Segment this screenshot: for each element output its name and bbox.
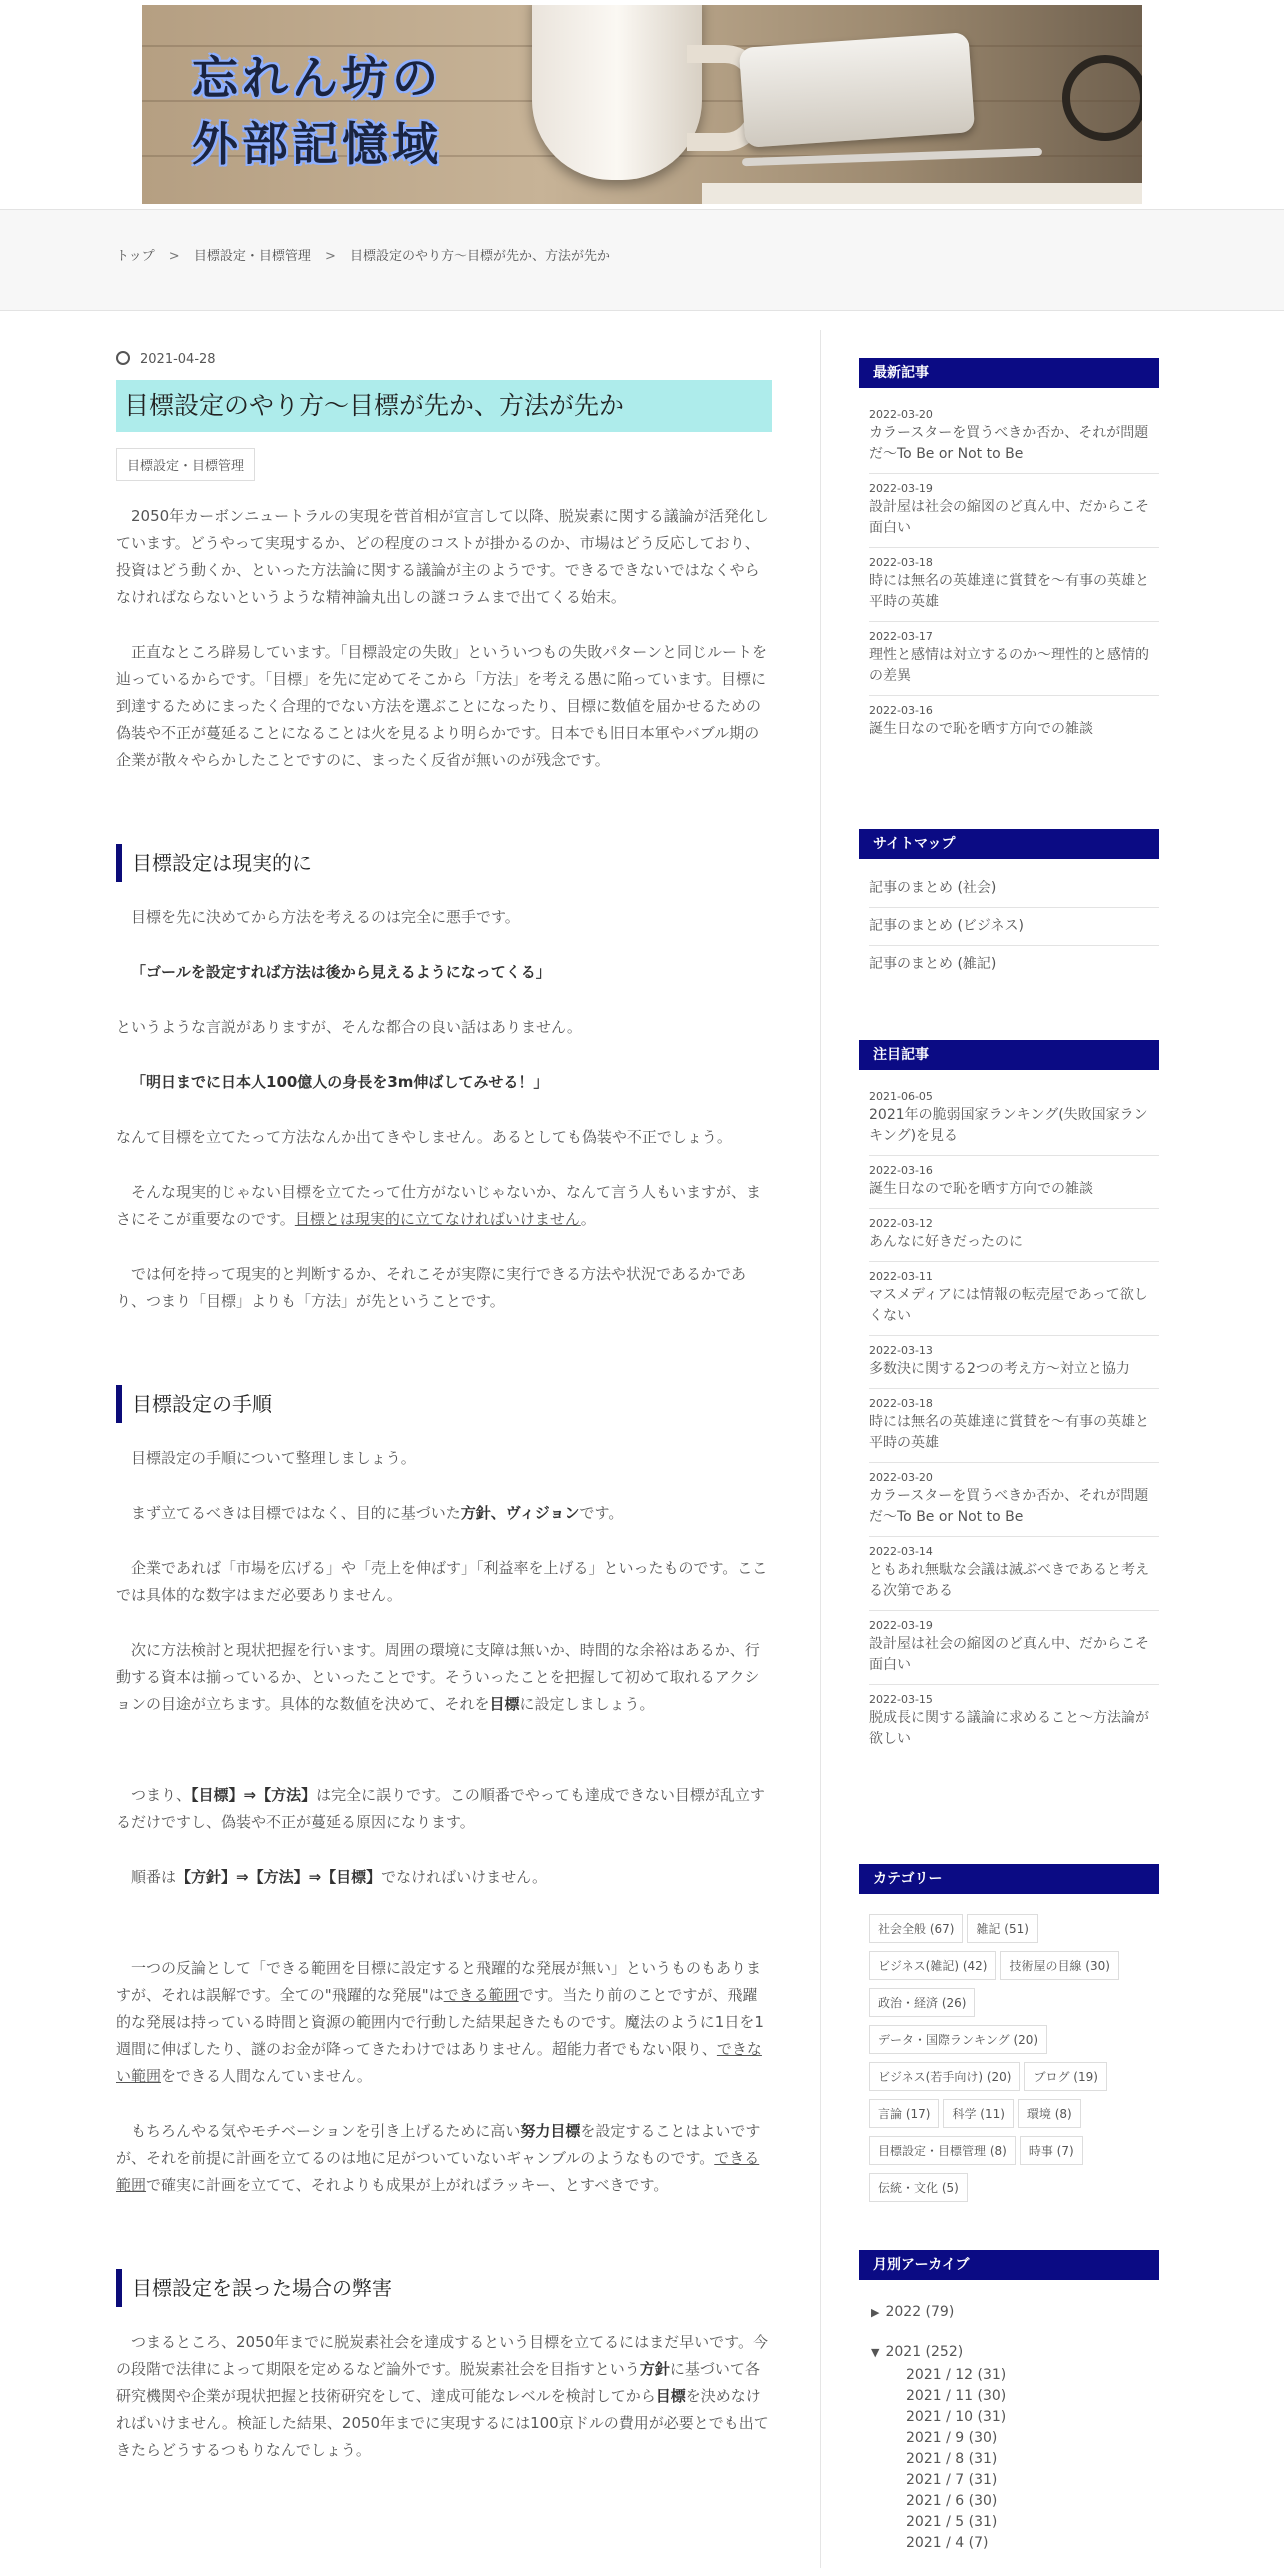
underlined-text: できる範囲 [116, 2149, 760, 2194]
category-tag[interactable]: 政治・経済 (26) [869, 1988, 975, 2017]
archive-year-2021[interactable] [871, 2342, 1159, 2363]
post-title-link[interactable]: カラースターを買うべきか否か、それが問題だ～To Be or Not to Be [869, 1488, 1149, 1525]
text: は完全に誤りです。この順番でやっても達成できない目標が乱立するだけですし、偽装や不正が蔓延る原因になります。 [116, 1786, 765, 1831]
category-tag[interactable]: 伝統・文化 (5) [869, 2173, 968, 2202]
category-tag[interactable]: 科学 (11) [943, 2099, 1013, 2128]
widget-sitemap [859, 829, 1159, 983]
post-date: 2022-03-19 [869, 482, 933, 495]
archive-month-link[interactable]: 2021 / 10 (31) [906, 2409, 1007, 2425]
post-date: 2022-03-13 [869, 1344, 933, 1357]
article-title: 目標設定のやり方～目標が先か、方法が先か [116, 380, 772, 432]
clock-icon [116, 351, 130, 365]
article-date-text: 2021-04-28 [140, 352, 216, 367]
underlined-text: 目標とは現実的に立てなければいけません [294, 1210, 581, 1228]
recent-posts-list [859, 400, 1159, 748]
category-tag[interactable]: 雑記 (51) [967, 1914, 1037, 1943]
coffee-cup-image [532, 5, 702, 180]
category-tag[interactable]: ブログ (19) [1024, 2062, 1106, 2091]
site-banner[interactable] [142, 5, 1142, 204]
category-tag[interactable]: 技術屋の目線 (30) [1000, 1951, 1118, 1980]
paragraph [116, 1500, 772, 1527]
quote: 「明日までに日本人100億人の身長を3m伸ばしてみせる！」 [131, 1073, 549, 1091]
sitemap-link[interactable]: 記事のまとめ (雑記) [869, 956, 997, 972]
paragraph [116, 2329, 772, 2464]
text: です。 [579, 1504, 624, 1522]
section-heading: 目標設定を誤った場合の弊害 [116, 2269, 772, 2307]
glasses-image [1062, 55, 1142, 141]
post-date: 2022-03-16 [869, 704, 933, 717]
category-tag[interactable]: ビジネス(雑記) (42) [869, 1951, 996, 1980]
post-item[interactable] [869, 1685, 1159, 1758]
post-item[interactable] [869, 1156, 1159, 1209]
text: つまるところ、2050年までに脱炭素社会を達成するという目標を立てるにはまだ早いです。今の段階で法律によって期限を定めるなど論外です。脱炭素社会を目指すという [116, 2333, 768, 2378]
archive-month-link[interactable]: 2021 / 7 (31) [906, 2472, 998, 2488]
sitemap-list [859, 870, 1159, 983]
breadcrumb-category-link[interactable]: 目標設定・目標管理 [193, 249, 311, 264]
post-item[interactable] [869, 622, 1159, 696]
widget-title: カテゴリー [859, 1864, 1159, 1894]
archive-month-link[interactable]: 2021 / 8 (31) [906, 2451, 998, 2467]
post-title-link[interactable]: 2021年の脆弱国家ランキング(失敗国家ランキング)を見る [869, 1107, 1148, 1144]
post-item[interactable] [869, 400, 1159, 474]
archive-year-2022[interactable] [871, 2302, 1159, 2323]
post-title-link[interactable]: 誕生日なので恥を晒す方向での雑談 [869, 1181, 1093, 1197]
bold-text: 目標 [489, 1695, 520, 1713]
text: でなければいけません。 [381, 1868, 548, 1886]
paragraph: というような言説がありますが、そんな都合の良い話はありません。 [116, 1018, 582, 1036]
text: そんな現実的じゃない目標を立てたって仕方がないじゃないか、なんて言う人もいますが、まさにそこが重要なのです。 [116, 1183, 762, 1228]
archive-month-link[interactable]: 2021 / 5 (31) [906, 2514, 998, 2530]
bold-text: 方針 [639, 2360, 670, 2378]
text: もちろんやる気やモチベーションを引き上げるために高い [131, 2122, 521, 2140]
widget-categories [859, 1864, 1159, 2210]
text: を決めなければいけません。検証した結果、2050年までに実現するには100京ドルの費用が必要とでも出てきたらどうするつもりなんでしょう。 [116, 2387, 769, 2459]
article-date [116, 350, 772, 370]
category-tag[interactable]: 目標設定・目標管理 (8) [869, 2136, 1016, 2165]
collapse-arrow-icon[interactable]: ▼ [871, 2346, 880, 2359]
underlined-text: できない範囲 [116, 2040, 762, 2085]
post-title-link[interactable]: 理性と感情は対立するのか～理性的と感情的の差異 [869, 647, 1149, 684]
site-title-line1: 忘れん坊の [192, 51, 442, 105]
text: で確実に計画を立てて、それよりも成果が上がればラッキー、とすべきです。 [146, 2176, 669, 2194]
smartphone-image [739, 32, 975, 148]
archive-month-list [859, 2365, 1159, 2554]
breadcrumb-separator: > [324, 249, 336, 264]
newspaper-image [702, 183, 1142, 204]
text: をできる人間なんていません。 [161, 2067, 372, 2085]
paragraph [116, 1864, 772, 1891]
quote: 「ゴールを設定すれば方法は後から見えるようになってくる」 [131, 963, 551, 981]
text: を設定することはよいですが、それを前提に計画を立てるのは地に足がついていないギャンブルのようなものです。 [116, 2122, 761, 2167]
site-logo-title [192, 45, 442, 177]
paragraph: 目標設定の手順について整理しましょう。 [131, 1449, 416, 1467]
post-title-link[interactable]: 時には無名の英雄達に賞賛を～有事の英雄と平時の英雄 [869, 1414, 1149, 1451]
post-title-link[interactable]: ともあれ無駄な会議は滅ぶべきであると考える次第である [869, 1562, 1149, 1599]
post-item[interactable] [869, 548, 1159, 622]
category-tag[interactable]: 環境 (8) [1018, 2099, 1081, 2128]
post-date: 2022-03-20 [869, 408, 933, 421]
section-heading: 目標設定の手順 [116, 1385, 772, 1423]
post-item[interactable] [869, 1336, 1159, 1389]
archive-month-link[interactable]: 2021 / 4 (7) [906, 2535, 989, 2551]
article-category-tag[interactable]: 目標設定・目標管理 [116, 448, 255, 481]
text: 次に方法検討と現状把握を行います。周囲の環境に支障は無いか、時間的な余裕はあるか、行動する資本は揃っているか、といったことです。そういったことを把握して初めて取れるアクションの目途が立ちます。具体的な数値を決めて、それを [116, 1641, 760, 1713]
post-title-link[interactable]: 脱成長に関する議論に求めること～方法論が欲しい [869, 1710, 1149, 1747]
post-title-link[interactable]: 誕生日なので恥を晒す方向での雑談 [869, 721, 1093, 737]
article [116, 350, 772, 2464]
text: 一つの反論として「できる範囲を目標に設定すると飛躍的な発展が無い」というものもありますが、それは誤解です。全ての"飛躍的な発展"は [116, 1959, 762, 2004]
post-item[interactable] [869, 1389, 1159, 1463]
post-date: 2022-03-20 [869, 1471, 933, 1484]
category-tag[interactable]: 時事 (7) [1020, 2136, 1083, 2165]
archive-month-link[interactable]: 2021 / 6 (30) [906, 2493, 998, 2509]
archive-year-label[interactable]: 2022 (79) [885, 2304, 955, 2320]
pen-image [742, 148, 1042, 166]
post-title-link[interactable]: 多数決に関する2つの考え方～対立と協力 [869, 1361, 1130, 1377]
expand-arrow-icon[interactable]: ▶ [871, 2306, 880, 2319]
post-title-link[interactable]: あんなに好きだったのに [869, 1234, 1023, 1250]
paragraph: 2050年カーボンニュートラルの実現を菅首相が宣言して以降、脱炭素に関する議論が活発化しています。どうやって実現するか、どの程度のコストが掛かるのか、市場はどう反応しており、投資はどう動くか、といった方法論に関する議論が主のようです。できるできないではなくやらなければならないというような精神論丸出しの謎コラムまで出てくる始末。 [116, 507, 769, 606]
paragraph [116, 1637, 772, 1718]
archive-month-link[interactable]: 2021 / 11 (30) [906, 2388, 1007, 2404]
archive-year-label[interactable]: 2021 (252) [885, 2344, 964, 2360]
paragraph [116, 1179, 772, 1233]
bold-text: 方針、ヴィジョン [460, 1504, 580, 1522]
bold-text: 目標 [655, 2387, 686, 2405]
post-title-link[interactable]: カラースターを買うべきか否か、それが問題だ～To Be or Not to Be [869, 425, 1149, 462]
text: に基づいて各研究機関や企業が現状把握と技術研究をして、達成可能なレベルを検討してから [116, 2360, 760, 2405]
paragraph [116, 1955, 772, 2090]
post-item[interactable] [869, 1537, 1159, 1611]
post-item[interactable] [869, 1209, 1159, 1262]
post-title-link[interactable]: 時には無名の英雄達に賞賛を～有事の英雄と平時の英雄 [869, 573, 1149, 610]
breadcrumb-home-link[interactable]: トップ [116, 249, 155, 264]
paragraph: 企業であれば「市場を広げる」や「売上を伸ばす」「利益率を上げる」といったものです。ここでは具体的な数字はまだ必要ありません。 [116, 1559, 768, 1604]
category-list [869, 1914, 1159, 2210]
section-heading: 目標設定は現実的に [116, 844, 772, 882]
text: つまり、 [131, 1786, 192, 1804]
paragraph [116, 1782, 772, 1836]
archive-list [859, 2302, 1159, 2554]
category-tag[interactable]: ビジネス(若手向け) (20) [869, 2062, 1020, 2091]
text: です。当たり前のことですが、飛躍的な発展は持っている時間と資源の範囲内で行動した結果起きたものです。魔法のように1日を1週間に伸ばしたり、謎のお金が降ってきたわけではありません。超能力者でもない限り、 [116, 1986, 764, 2058]
widget-archive [859, 2250, 1159, 2554]
post-date: 2021-06-05 [869, 1090, 933, 1103]
text: 。 [580, 1210, 596, 1228]
column-divider [820, 330, 821, 2568]
archive-month-link[interactable]: 2021 / 12 (31) [906, 2367, 1007, 2383]
post-date: 2022-03-19 [869, 1619, 933, 1632]
post-date: 2022-03-15 [869, 1693, 933, 1706]
widget-popular-posts [859, 1040, 1159, 1758]
bold-text: 【方針】⇒【方法】⇒【目標】 [176, 1868, 382, 1886]
breadcrumb [116, 245, 610, 264]
post-date: 2022-03-16 [869, 1164, 933, 1177]
archive-month-link[interactable]: 2021 / 9 (30) [906, 2430, 998, 2446]
widget-title: 最新記事 [859, 358, 1159, 388]
bold-text: 努力目標 [520, 2122, 581, 2140]
text: まず立てるべきは目標ではなく、目的に基づいた [131, 1504, 461, 1522]
post-item[interactable] [869, 1262, 1159, 1336]
paragraph [116, 2118, 772, 2199]
breadcrumb-separator: > [168, 249, 180, 264]
post-date: 2022-03-18 [869, 1397, 933, 1410]
site-title-line2: 外部記憶域 [192, 117, 442, 171]
post-title-link[interactable]: マスメディアには情報の転売屋であって欲しくない [869, 1287, 1148, 1324]
widget-recent-posts [859, 358, 1159, 748]
post-item[interactable] [869, 1611, 1159, 1685]
category-tag[interactable]: 社会全般 (67) [869, 1914, 963, 1943]
text: 順番は [131, 1868, 177, 1886]
paragraph: 目標を先に決めてから方法を考えるのは完全に悪手です。 [131, 908, 520, 926]
post-title-link[interactable]: 設計屋は社会の縮図のど真ん中、だからこそ面白い [869, 1636, 1149, 1673]
paragraph: 正直なところ辟易しています。「目標設定の失敗」といういつもの失敗パターンと同じルートを辿っているからです。「目標」を先に定めてそこから「方法」を考える愚に陥っています。目標に到達するためにまったく合理的でない方法を選ぶことになったり、目標に数値を届かせるための偽装や不正が蔓延ることになることは火を見るより明らかです。日本でも旧日本軍やバブル期の企業が散々やらかしたことですのに、まったく反省が無いのが残念です。 [116, 643, 768, 769]
post-date: 2022-03-12 [869, 1217, 933, 1230]
post-date: 2022-03-11 [869, 1270, 933, 1283]
paragraph: なんて目標を立てたって方法なんか出てきやしません。あるとしても偽装や不正でしょう。 [116, 1128, 732, 1146]
post-date: 2022-03-17 [869, 630, 933, 643]
post-date: 2022-03-14 [869, 1545, 933, 1558]
underlined-text: できる範囲 [443, 1986, 519, 2004]
text: に設定しましょう。 [519, 1695, 655, 1713]
breadcrumb-bar [0, 209, 1284, 311]
sitemap-link[interactable]: 記事のまとめ (社会) [869, 870, 1159, 908]
post-item[interactable] [869, 696, 1159, 748]
paragraph: では何を持って現実的と判断するか、それこそが実際に実行できる方法や状況であるかであり、つまり「目標」よりも「方法」が先ということです。 [116, 1265, 747, 1310]
widget-title: 月別アーカイブ [859, 2250, 1159, 2280]
sitemap-link[interactable]: 記事のまとめ (ビジネス) [869, 908, 1159, 946]
category-tag[interactable]: 言論 (17) [869, 2099, 939, 2128]
breadcrumb-current: 目標設定のやり方～目標が先か、方法が先か [350, 249, 611, 264]
post-item[interactable] [869, 1463, 1159, 1537]
category-tag[interactable]: データ・国際ランキング (20) [869, 2025, 1047, 2054]
post-title-link[interactable]: 設計屋は社会の縮図のど真ん中、だからこそ面白い [869, 499, 1149, 536]
widget-title: サイトマップ [859, 829, 1159, 859]
widget-title: 注目記事 [859, 1040, 1159, 1070]
site-header [0, 0, 1284, 208]
post-date: 2022-03-18 [869, 556, 933, 569]
bold-text: 【目標】⇒【方法】 [191, 1786, 317, 1804]
popular-posts-list [859, 1082, 1159, 1758]
post-item[interactable] [869, 474, 1159, 548]
post-item[interactable] [869, 1082, 1159, 1156]
